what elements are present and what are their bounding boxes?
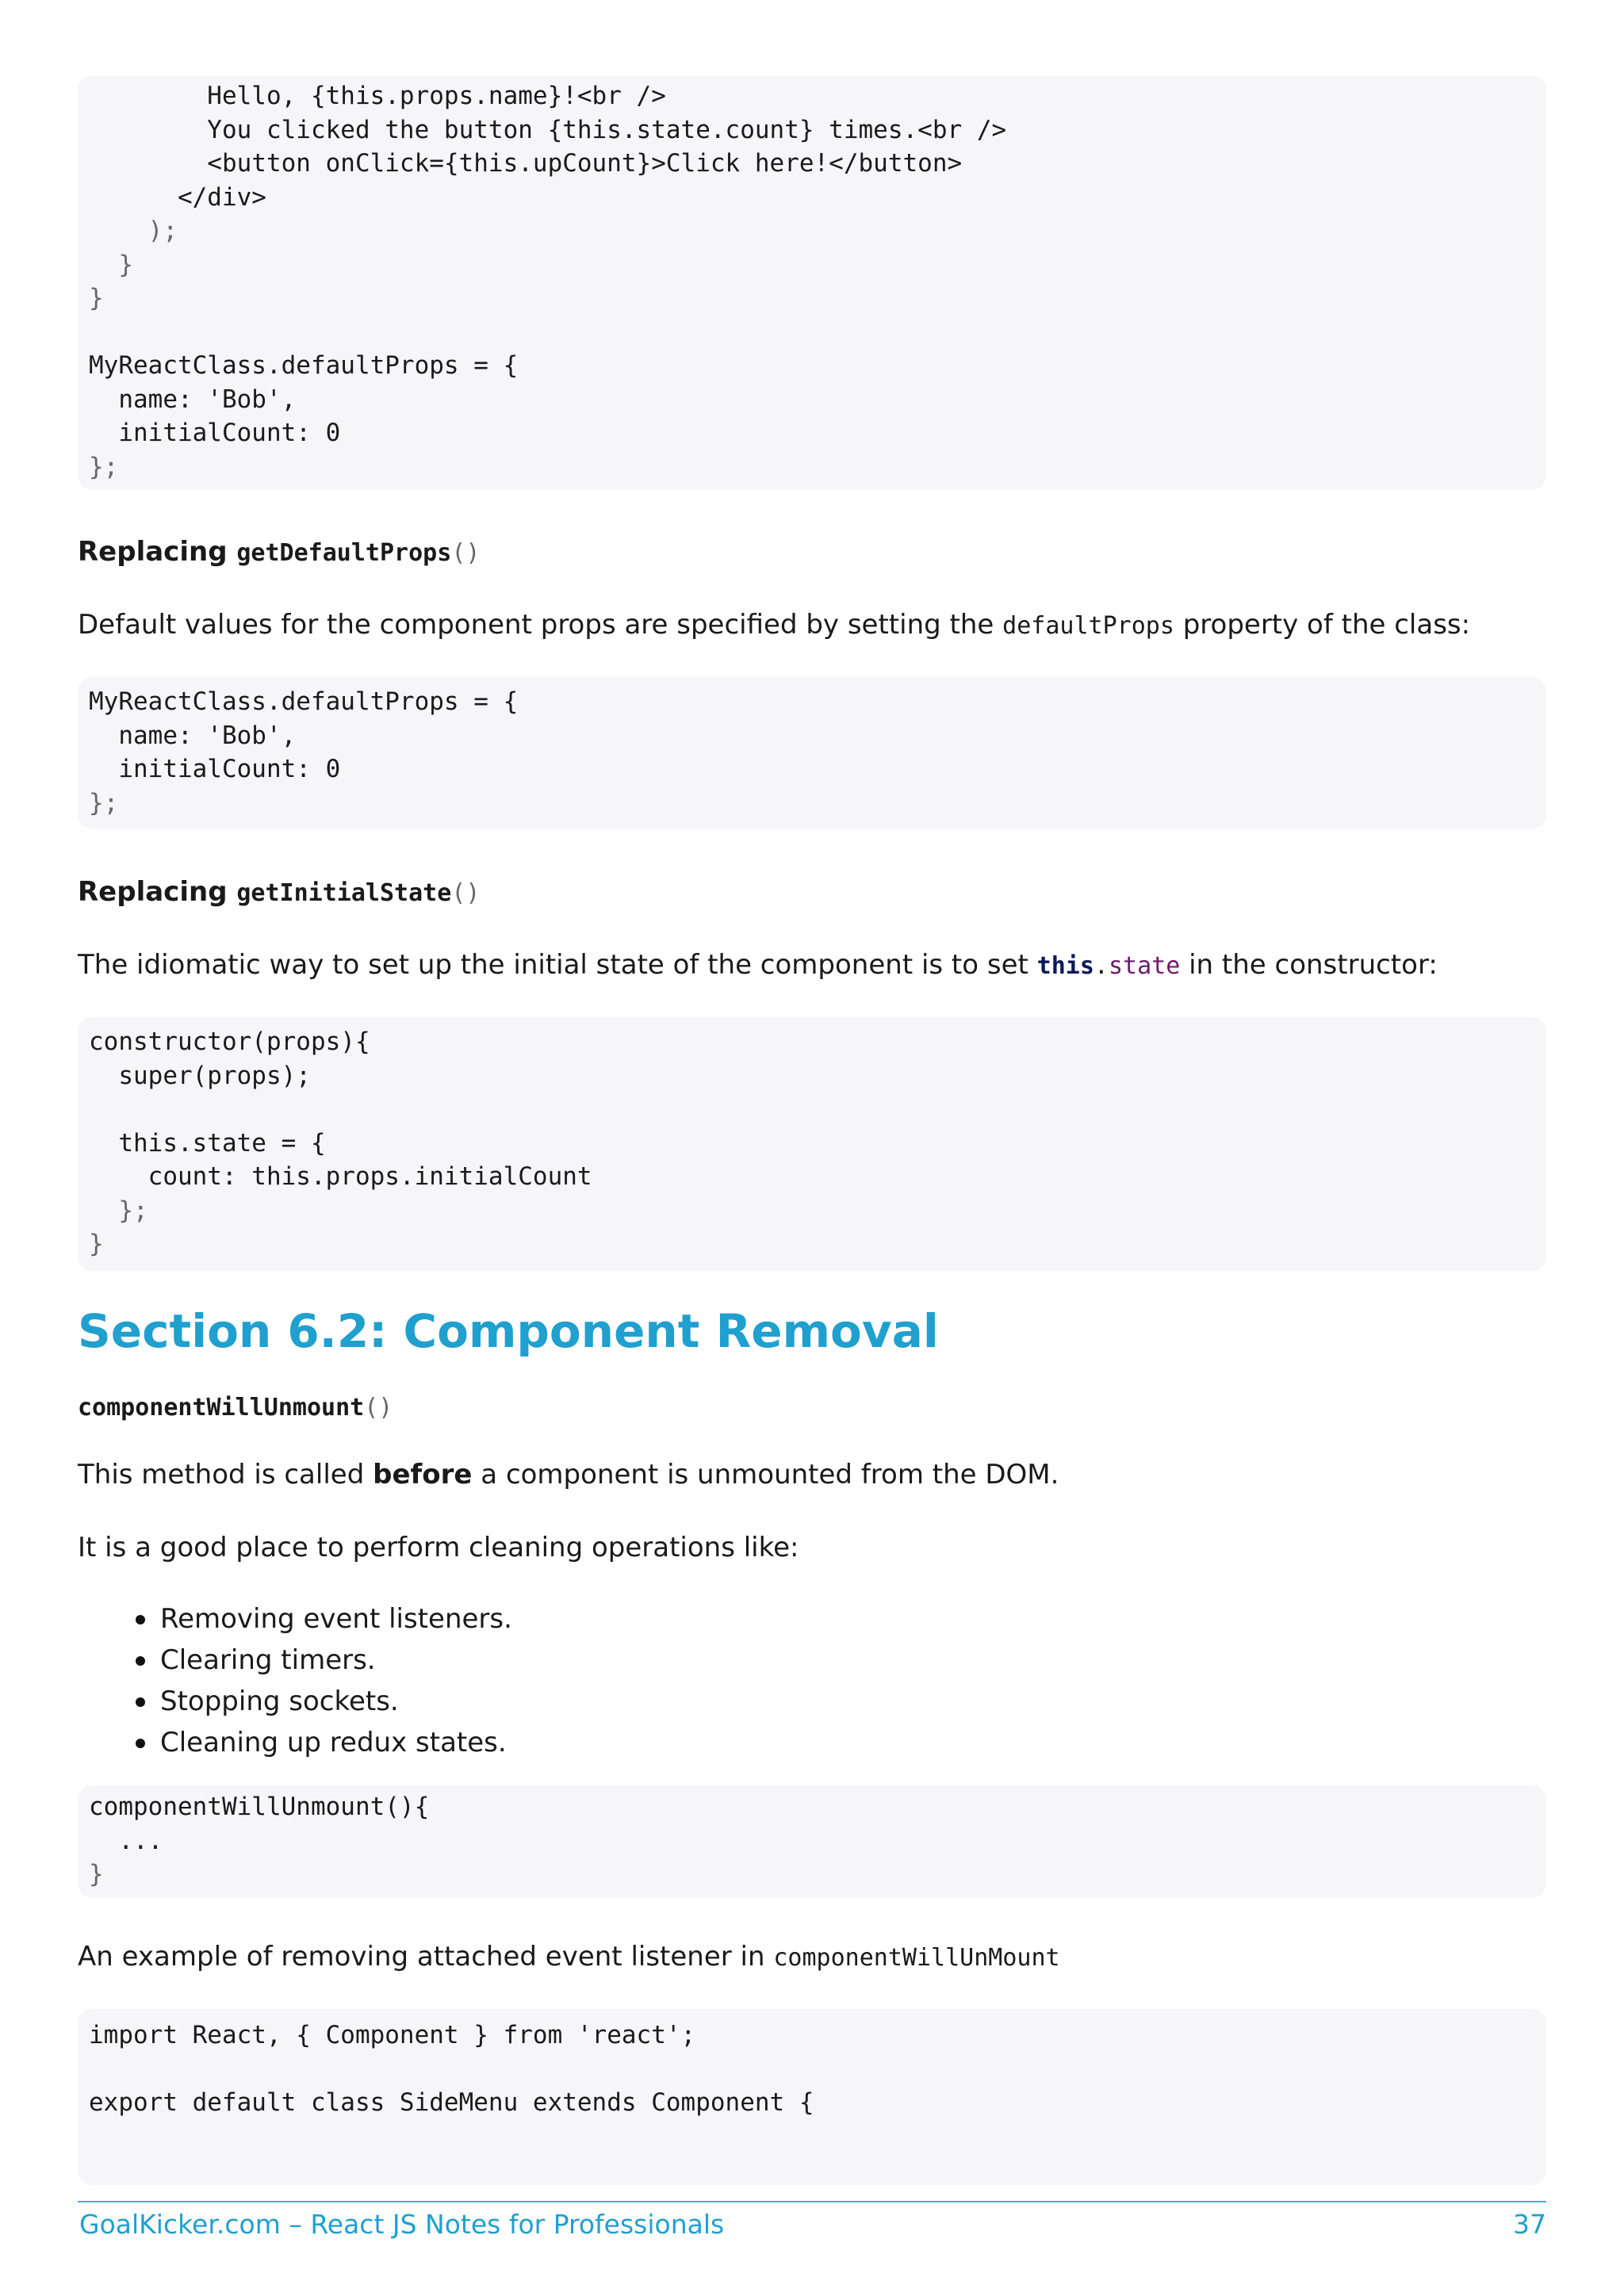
code-line — [89, 719, 1546, 753]
code-line — [89, 214, 1546, 248]
code-text: }; — [89, 1196, 148, 1225]
inline-code-keyword: this — [1036, 952, 1094, 980]
heading-replacing-default-props — [78, 534, 1546, 571]
inline-code-dot: . — [1094, 952, 1109, 980]
para-text: This method is called — [78, 1459, 365, 1490]
para-text: in the constructor: — [1189, 949, 1438, 981]
para-text: Default values for the component props are specified by setting the — [78, 609, 994, 641]
bullet-list — [78, 1598, 1546, 1763]
bold-text: before — [373, 1459, 473, 1490]
code-text: ); — [89, 216, 178, 245]
heading-code: getInitialState — [236, 879, 452, 907]
code-line — [89, 752, 1546, 786]
code-text: this.state = { — [89, 1128, 326, 1158]
code-line — [89, 316, 1546, 350]
code-line — [89, 349, 1546, 383]
code-line — [89, 147, 1546, 181]
code-line — [89, 1194, 1546, 1228]
code-line — [89, 1824, 1546, 1858]
code-text: initialCount: 0 — [89, 755, 341, 783]
code-text: } — [89, 1860, 104, 1888]
heading-suffix: () — [451, 539, 481, 567]
code-line — [89, 1790, 1546, 1824]
code-text: You clicked the button {this.state.count} times.<br /> — [89, 115, 1007, 144]
list-item: Clearing timers. — [160, 1640, 1546, 1681]
code-line — [89, 416, 1546, 450]
code-line — [89, 181, 1546, 215]
code-line — [89, 450, 1546, 484]
code-block-4 — [78, 1785, 1546, 1898]
code-line — [89, 281, 1546, 316]
code-line — [89, 383, 1546, 417]
code-text: } — [89, 1230, 104, 1258]
code-text: import React, { Component } from 'react'; — [89, 2021, 696, 2049]
code-text: </div> — [89, 182, 266, 212]
para-text: property of the class: — [1182, 609, 1471, 641]
code-line — [89, 1858, 1546, 1892]
code-line — [89, 113, 1546, 147]
code-line — [89, 1127, 1546, 1161]
code-text: MyReactClass.defaultProps = { — [89, 687, 519, 716]
code-block-1 — [78, 76, 1546, 490]
para-initial-state — [78, 947, 1546, 984]
code-text: } — [89, 250, 133, 279]
code-text: }; — [89, 452, 119, 481]
code-block-5 — [78, 2009, 1546, 2185]
code-text: name: 'Bob', — [89, 385, 297, 414]
footer-divider — [78, 2201, 1546, 2202]
code-text: Hello, {this.props.name}!<br /> — [89, 82, 666, 110]
para-text: The idiomatic way to set up the initial state of the component is to set — [78, 949, 1028, 981]
code-block-2 — [78, 677, 1546, 829]
heading-replacing-initial-state — [78, 874, 1546, 911]
code-text: super(props); — [89, 1061, 311, 1090]
code-text: MyReactClass.defaultProps = { — [89, 351, 519, 380]
footer-source: GoalKicker.com – React JS Notes for Professionals — [79, 2209, 725, 2240]
method-parens: () — [364, 1394, 393, 1422]
code-text: }; — [89, 788, 119, 817]
page-number: 37 — [1513, 2209, 1546, 2240]
code-text: export default class SideMenu extends Component { — [89, 2088, 814, 2117]
code-text: initialCount: 0 — [89, 419, 341, 447]
code-line — [89, 1160, 1546, 1194]
heading-code: getDefaultProps — [236, 539, 452, 567]
code-line — [89, 2053, 1546, 2087]
para-example — [78, 1939, 1546, 1976]
code-line — [89, 1093, 1546, 1127]
code-line — [89, 786, 1546, 821]
code-text: count: this.props.initialCount — [89, 1162, 592, 1191]
method-name: componentWillUnmount — [78, 1394, 365, 1422]
heading-prefix: Replacing — [78, 536, 228, 568]
para-text: An example of removing attached event listener in — [78, 1941, 765, 1973]
code-text: name: 'Bob', — [89, 721, 297, 750]
para-default-props — [78, 607, 1546, 644]
para-text: a component is unmounted from the DOM. — [481, 1459, 1059, 1490]
section-title: Section 6.2: Component Removal — [78, 1304, 939, 1358]
code-line — [89, 2086, 1546, 2120]
heading-prefix: Replacing — [78, 876, 228, 908]
code-line — [89, 79, 1546, 113]
code-text: } — [89, 284, 104, 312]
code-line — [89, 685, 1546, 719]
code-text: componentWillUnmount(){ — [89, 1793, 430, 1821]
list-item: Cleaning up redux states. — [160, 1722, 1546, 1763]
code-line — [89, 1025, 1546, 1059]
para-cleaning: It is a good place to perform cleaning operations like: — [78, 1532, 799, 1563]
code-line — [89, 1227, 1546, 1261]
heading-suffix: () — [451, 879, 481, 907]
method-heading — [78, 1389, 1546, 1425]
inline-code: defaultProps — [1002, 612, 1174, 640]
code-block-3 — [78, 1017, 1546, 1271]
code-text: constructor(props){ — [89, 1027, 370, 1056]
inline-code-prop: state — [1108, 952, 1181, 980]
para-called-before — [78, 1457, 1546, 1492]
list-item: Removing event listeners. — [160, 1598, 1546, 1640]
code-line — [89, 1059, 1546, 1093]
code-text: <button onClick={this.upCount}>Click here!</button> — [89, 149, 963, 178]
list-item: Stopping sockets. — [160, 1681, 1546, 1722]
code-line — [89, 2019, 1546, 2053]
code-line — [89, 248, 1546, 282]
code-text: ... — [89, 1826, 163, 1855]
inline-code: componentWillUnMount — [773, 1944, 1060, 1972]
